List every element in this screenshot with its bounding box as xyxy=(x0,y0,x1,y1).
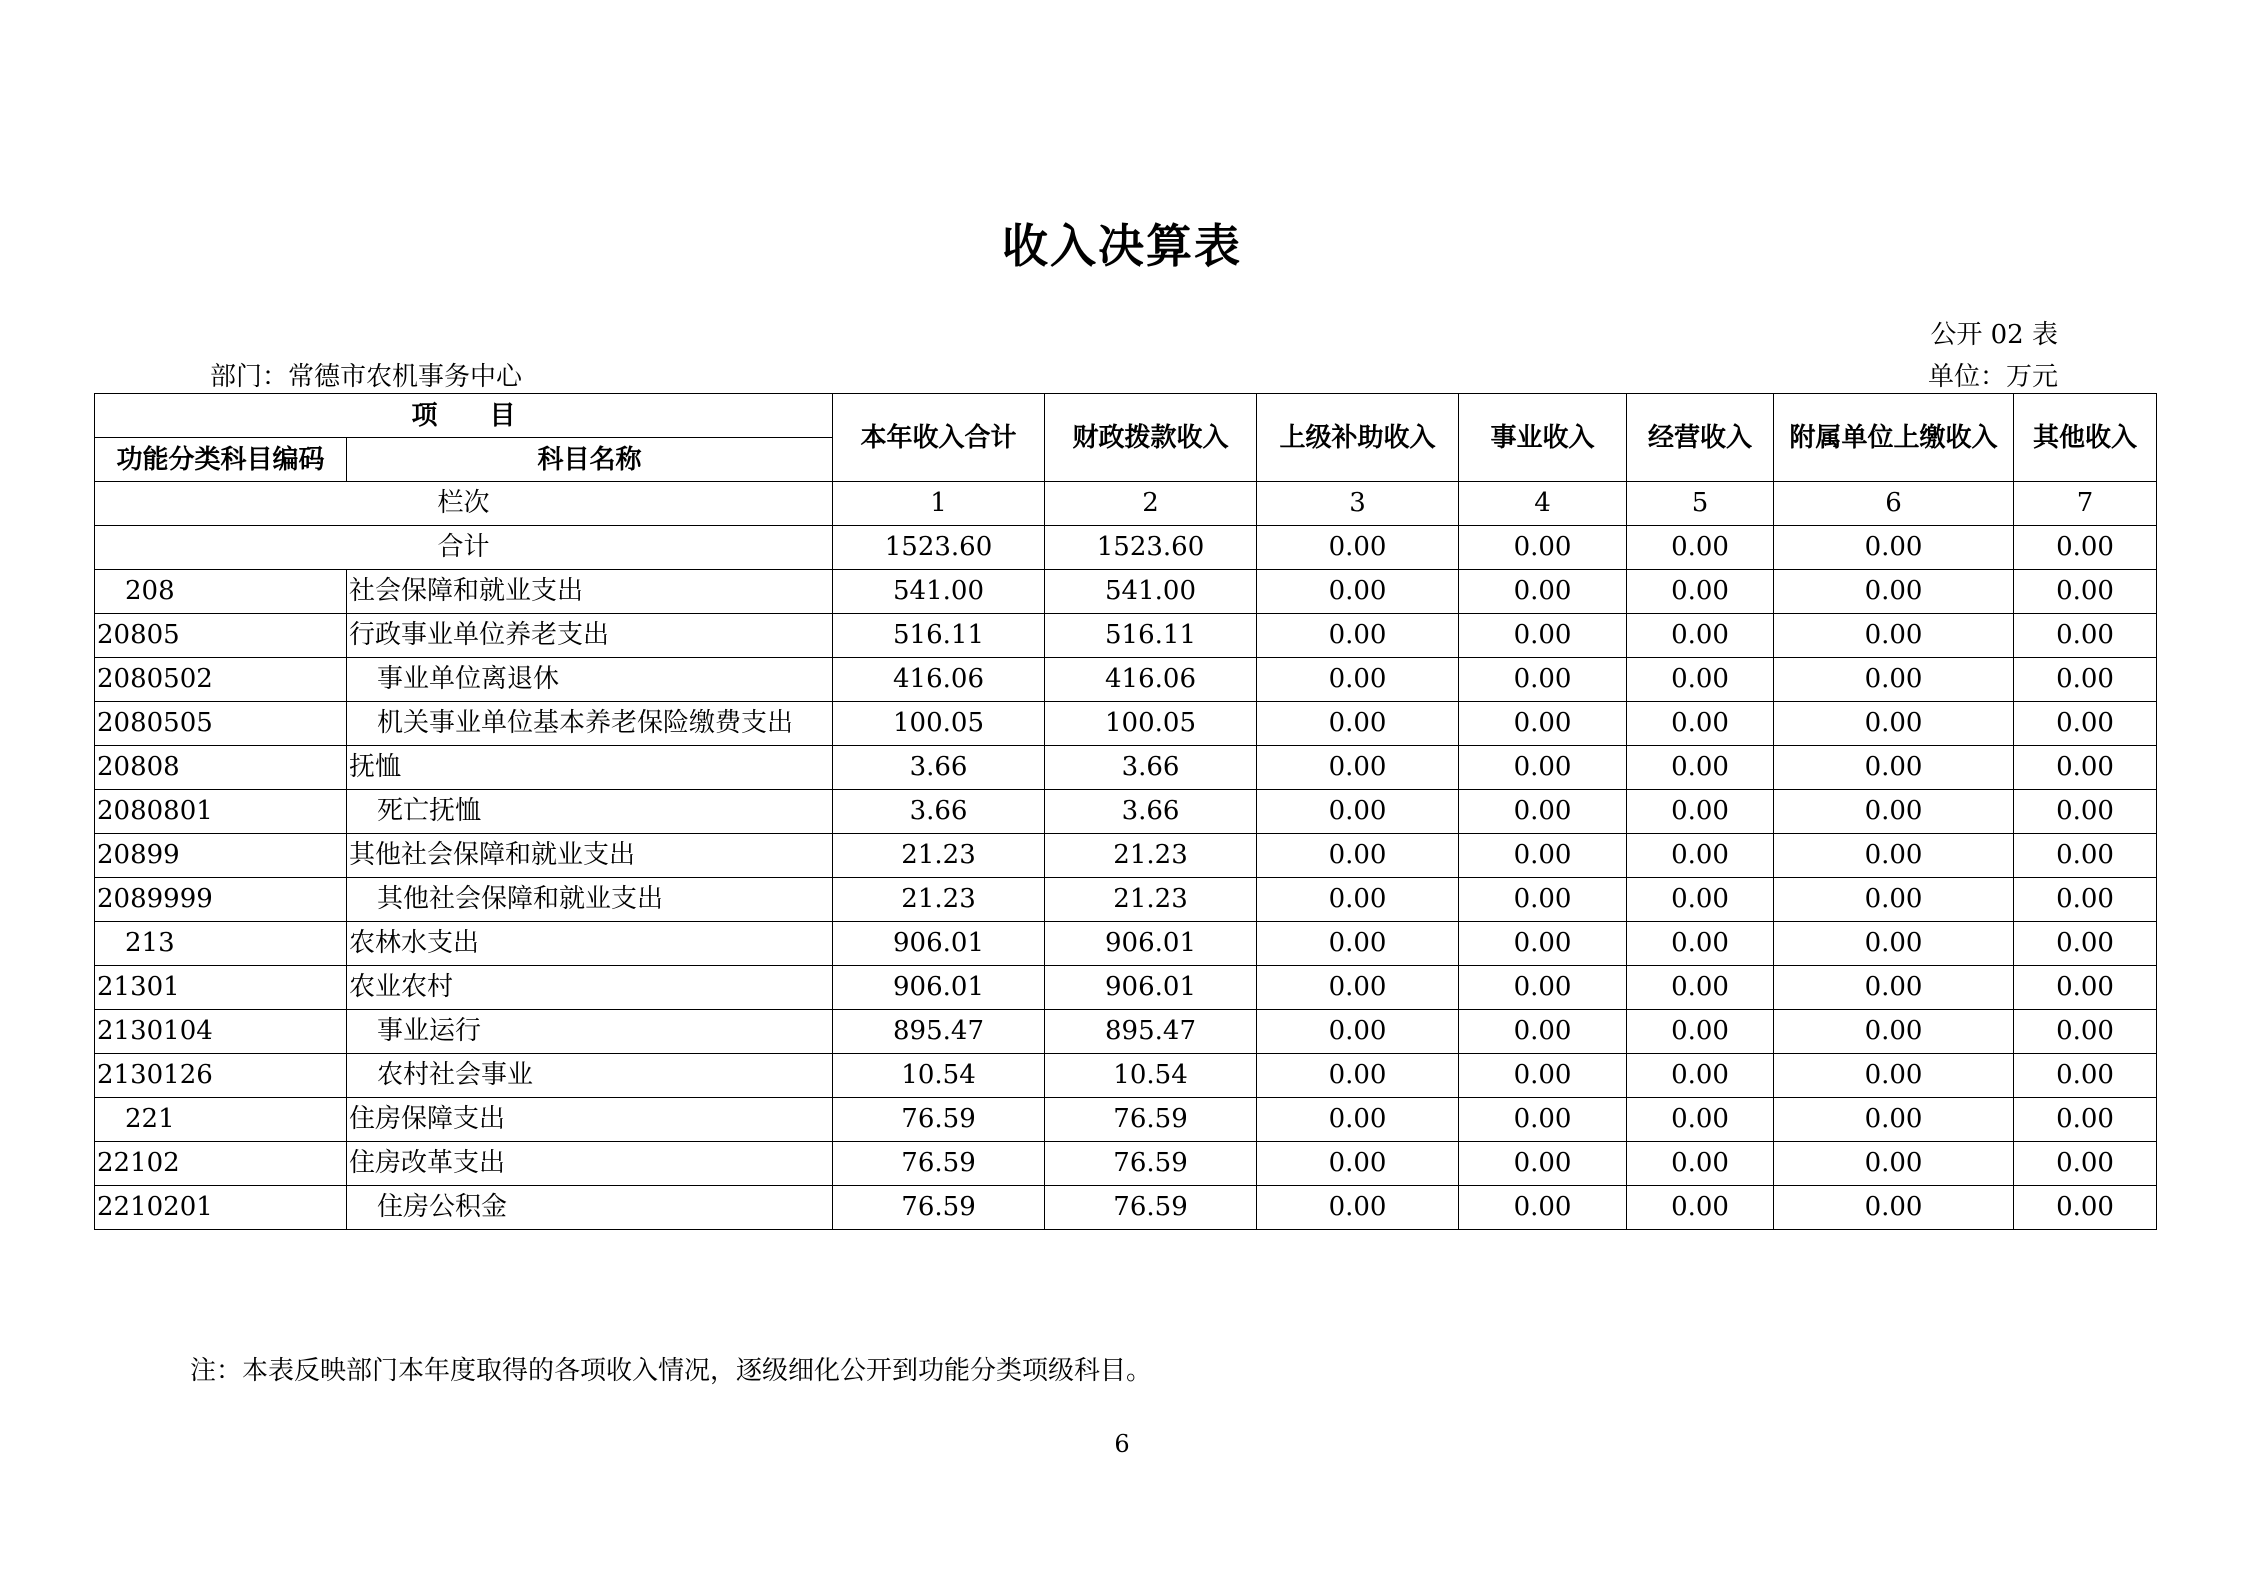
amount-cell: 0.00 xyxy=(2014,1142,2157,1186)
amount-cell: 0.00 xyxy=(1774,1186,2014,1230)
amount-cell: 541.00 xyxy=(1045,570,1257,614)
amount-cell: 516.11 xyxy=(1045,614,1257,658)
amount-cell: 0.00 xyxy=(1459,878,1627,922)
amount-cell: 0.00 xyxy=(1257,614,1459,658)
amount-cell: 0.00 xyxy=(1774,1142,2014,1186)
subject-name-cell: 其他社会保障和就业支出 xyxy=(347,834,833,878)
amount-cell: 895.47 xyxy=(1045,1010,1257,1054)
footnote: 注：本表反映部门本年度取得的各项收入情况，逐级细化公开到功能分类项级科目。 xyxy=(190,1356,1153,1386)
subject-code-cell: 22102 xyxy=(95,1142,347,1186)
column-index-label: 栏次 xyxy=(95,482,833,526)
amount-cell: 0.00 xyxy=(2014,614,2157,658)
table-row xyxy=(95,614,2157,658)
subject-code-cell: 21301 xyxy=(95,966,347,1010)
table-row xyxy=(95,702,2157,746)
table-row xyxy=(95,922,2157,966)
amount-cell: 0.00 xyxy=(1627,790,1774,834)
header-other-income: 其他收入 xyxy=(2014,394,2157,482)
amount-cell: 0.00 xyxy=(1459,966,1627,1010)
subject-code-cell: 20808 xyxy=(95,746,347,790)
subject-code-cell: 2130126 xyxy=(95,1054,347,1098)
subject-code-cell: 2080801 xyxy=(95,790,347,834)
amount-cell: 0.00 xyxy=(1627,1186,1774,1230)
amount-cell: 0.00 xyxy=(1459,1054,1627,1098)
amount-cell: 0.00 xyxy=(2014,702,2157,746)
amount-cell: 0.00 xyxy=(2014,790,2157,834)
header-total-income: 本年收入合计 xyxy=(833,394,1045,482)
column-index-cell: 3 xyxy=(1257,482,1459,526)
amount-cell: 0.00 xyxy=(2014,658,2157,702)
page-number: 6 xyxy=(1114,1430,1130,1458)
amount-cell: 0.00 xyxy=(1257,1142,1459,1186)
amount-cell: 0.00 xyxy=(1774,834,2014,878)
total-cell: 1523.60 xyxy=(1045,526,1257,570)
column-index-cell: 1 xyxy=(833,482,1045,526)
amount-cell: 0.00 xyxy=(1257,746,1459,790)
amount-cell: 0.00 xyxy=(1459,746,1627,790)
amount-cell: 0.00 xyxy=(1627,658,1774,702)
column-index-cell: 2 xyxy=(1045,482,1257,526)
total-label: 合计 xyxy=(95,526,833,570)
amount-cell: 0.00 xyxy=(1459,834,1627,878)
subject-name-cell: 事业单位离退休 xyxy=(347,658,833,702)
subject-name-cell: 农业农村 xyxy=(347,966,833,1010)
amount-cell: 0.00 xyxy=(1774,922,2014,966)
header-item: 项 目 xyxy=(95,394,833,438)
amount-cell: 0.00 xyxy=(1774,790,2014,834)
amount-cell: 3.66 xyxy=(833,790,1045,834)
subject-code-cell: 208 xyxy=(95,570,347,614)
amount-cell: 0.00 xyxy=(1774,746,2014,790)
subject-code-cell: 2080502 xyxy=(95,658,347,702)
amount-cell: 0.00 xyxy=(2014,746,2157,790)
subject-code-cell: 2130104 xyxy=(95,1010,347,1054)
table-row xyxy=(95,570,2157,614)
amount-cell: 0.00 xyxy=(1257,570,1459,614)
amount-cell: 0.00 xyxy=(2014,1098,2157,1142)
subject-code-cell: 2080505 xyxy=(95,702,347,746)
subject-name-cell: 农村社会事业 xyxy=(347,1054,833,1098)
income-table xyxy=(94,393,2157,1230)
amount-cell: 0.00 xyxy=(2014,1010,2157,1054)
table-row xyxy=(95,1010,2157,1054)
amount-cell: 0.00 xyxy=(1627,878,1774,922)
amount-cell: 0.00 xyxy=(1627,746,1774,790)
subject-code-cell: 221 xyxy=(95,1098,347,1142)
amount-cell: 10.54 xyxy=(1045,1054,1257,1098)
column-index-cell: 4 xyxy=(1459,482,1627,526)
subject-code-cell: 213 xyxy=(95,922,347,966)
column-index-cell: 5 xyxy=(1627,482,1774,526)
subject-name-cell: 行政事业单位养老支出 xyxy=(347,614,833,658)
amount-cell: 0.00 xyxy=(2014,570,2157,614)
amount-cell: 0.00 xyxy=(2014,1186,2157,1230)
total-cell: 0.00 xyxy=(2014,526,2157,570)
amount-cell: 0.00 xyxy=(1459,922,1627,966)
table-row xyxy=(95,878,2157,922)
amount-cell: 0.00 xyxy=(1627,966,1774,1010)
table-row xyxy=(95,746,2157,790)
amount-cell: 76.59 xyxy=(1045,1098,1257,1142)
amount-cell: 0.00 xyxy=(1627,570,1774,614)
total-cell: 1523.60 xyxy=(833,526,1045,570)
subject-name-cell: 住房保障支出 xyxy=(347,1098,833,1142)
header-affiliate-remittance: 附属单位上缴收入 xyxy=(1774,394,2014,482)
table-row xyxy=(95,1098,2157,1142)
table-row xyxy=(95,1142,2157,1186)
table-row xyxy=(95,966,2157,1010)
amount-cell: 3.66 xyxy=(1045,790,1257,834)
amount-cell: 0.00 xyxy=(1627,702,1774,746)
subject-name-cell: 死亡抚恤 xyxy=(347,790,833,834)
amount-cell: 0.00 xyxy=(1774,1054,2014,1098)
subject-code-cell: 2210201 xyxy=(95,1186,347,1230)
amount-cell: 21.23 xyxy=(1045,834,1257,878)
amount-cell: 0.00 xyxy=(1257,1010,1459,1054)
amount-cell: 0.00 xyxy=(1257,922,1459,966)
form-number: 公开 02 表 xyxy=(1930,320,2058,350)
amount-cell: 516.11 xyxy=(833,614,1045,658)
subject-name-cell: 其他社会保障和就业支出 xyxy=(347,878,833,922)
amount-cell: 0.00 xyxy=(1774,1010,2014,1054)
amount-cell: 906.01 xyxy=(1045,922,1257,966)
amount-cell: 0.00 xyxy=(1257,1186,1459,1230)
amount-cell: 0.00 xyxy=(1459,570,1627,614)
amount-cell: 906.01 xyxy=(833,922,1045,966)
amount-cell: 541.00 xyxy=(833,570,1045,614)
amount-cell: 76.59 xyxy=(833,1186,1045,1230)
amount-cell: 76.59 xyxy=(833,1142,1045,1186)
amount-cell: 100.05 xyxy=(833,702,1045,746)
amount-cell: 0.00 xyxy=(2014,966,2157,1010)
amount-cell: 0.00 xyxy=(2014,878,2157,922)
amount-cell: 0.00 xyxy=(2014,922,2157,966)
amount-cell: 0.00 xyxy=(1257,702,1459,746)
amount-cell: 0.00 xyxy=(1627,1142,1774,1186)
table-row xyxy=(95,658,2157,702)
amount-cell: 0.00 xyxy=(2014,1054,2157,1098)
subject-name-cell: 抚恤 xyxy=(347,746,833,790)
page-title: 收入决算表 xyxy=(1002,219,1242,273)
amount-cell: 0.00 xyxy=(1459,1142,1627,1186)
amount-cell: 0.00 xyxy=(1459,1186,1627,1230)
amount-cell: 76.59 xyxy=(1045,1142,1257,1186)
total-cell: 0.00 xyxy=(1257,526,1459,570)
subject-code-cell: 2089999 xyxy=(95,878,347,922)
amount-cell: 0.00 xyxy=(1774,658,2014,702)
amount-cell: 10.54 xyxy=(833,1054,1045,1098)
header-fiscal-allocation: 财政拨款收入 xyxy=(1045,394,1257,482)
total-cell: 0.00 xyxy=(1459,526,1627,570)
subject-name-cell: 社会保障和就业支出 xyxy=(347,570,833,614)
amount-cell: 906.01 xyxy=(1045,966,1257,1010)
column-index-cell: 7 xyxy=(2014,482,2157,526)
subject-code-cell: 20899 xyxy=(95,834,347,878)
amount-cell: 0.00 xyxy=(1459,702,1627,746)
table-row xyxy=(95,1186,2157,1230)
amount-cell: 0.00 xyxy=(1257,1054,1459,1098)
total-cell: 0.00 xyxy=(1627,526,1774,570)
amount-cell: 0.00 xyxy=(1459,1010,1627,1054)
table-row xyxy=(95,1054,2157,1098)
subject-name-cell: 事业运行 xyxy=(347,1010,833,1054)
amount-cell: 416.06 xyxy=(833,658,1045,702)
amount-cell: 0.00 xyxy=(1627,1098,1774,1142)
amount-cell: 0.00 xyxy=(1459,790,1627,834)
amount-cell: 0.00 xyxy=(1627,922,1774,966)
department-label: 部门：常德市农机事务中心 xyxy=(210,362,523,392)
subject-name-cell: 住房改革支出 xyxy=(347,1142,833,1186)
header-name: 科目名称 xyxy=(347,438,833,482)
amount-cell: 21.23 xyxy=(833,878,1045,922)
amount-cell: 21.23 xyxy=(1045,878,1257,922)
amount-cell: 0.00 xyxy=(1627,834,1774,878)
amount-cell: 3.66 xyxy=(833,746,1045,790)
amount-cell: 0.00 xyxy=(1459,614,1627,658)
subject-code-cell: 20805 xyxy=(95,614,347,658)
subject-name-cell: 机关事业单位基本养老保险缴费支出 xyxy=(347,702,833,746)
column-index-cell: 6 xyxy=(1774,482,2014,526)
amount-cell: 0.00 xyxy=(1257,1098,1459,1142)
amount-cell: 0.00 xyxy=(1257,834,1459,878)
table-row xyxy=(95,790,2157,834)
amount-cell: 21.23 xyxy=(833,834,1045,878)
amount-cell: 76.59 xyxy=(1045,1186,1257,1230)
column-index-row xyxy=(95,482,2157,526)
amount-cell: 0.00 xyxy=(1774,878,2014,922)
amount-cell: 0.00 xyxy=(1774,702,2014,746)
amount-cell: 0.00 xyxy=(1774,614,2014,658)
amount-cell: 0.00 xyxy=(1774,966,2014,1010)
subject-name-cell: 农林水支出 xyxy=(347,922,833,966)
amount-cell: 0.00 xyxy=(1257,878,1459,922)
total-row xyxy=(95,526,2157,570)
amount-cell: 416.06 xyxy=(1045,658,1257,702)
header-superior-subsidy: 上级补助收入 xyxy=(1257,394,1459,482)
amount-cell: 0.00 xyxy=(1459,1098,1627,1142)
amount-cell: 0.00 xyxy=(2014,834,2157,878)
total-cell: 0.00 xyxy=(1774,526,2014,570)
amount-cell: 76.59 xyxy=(833,1098,1045,1142)
header-business-income: 事业收入 xyxy=(1459,394,1627,482)
subject-name-cell: 住房公积金 xyxy=(347,1186,833,1230)
table-row xyxy=(95,834,2157,878)
amount-cell: 0.00 xyxy=(1627,1054,1774,1098)
header-operating-income: 经营收入 xyxy=(1627,394,1774,482)
amount-cell: 895.47 xyxy=(833,1010,1045,1054)
amount-cell: 0.00 xyxy=(1774,1098,2014,1142)
unit-label: 单位：万元 xyxy=(1927,362,2058,392)
amount-cell: 0.00 xyxy=(1627,1010,1774,1054)
amount-cell: 0.00 xyxy=(1459,658,1627,702)
amount-cell: 0.00 xyxy=(1257,658,1459,702)
header-code: 功能分类科目编码 xyxy=(95,438,347,482)
table-body xyxy=(95,482,2157,1230)
amount-cell: 100.05 xyxy=(1045,702,1257,746)
amount-cell: 0.00 xyxy=(1257,966,1459,1010)
amount-cell: 3.66 xyxy=(1045,746,1257,790)
amount-cell: 906.01 xyxy=(833,966,1045,1010)
amount-cell: 0.00 xyxy=(1627,614,1774,658)
amount-cell: 0.00 xyxy=(1774,570,2014,614)
amount-cell: 0.00 xyxy=(1257,790,1459,834)
